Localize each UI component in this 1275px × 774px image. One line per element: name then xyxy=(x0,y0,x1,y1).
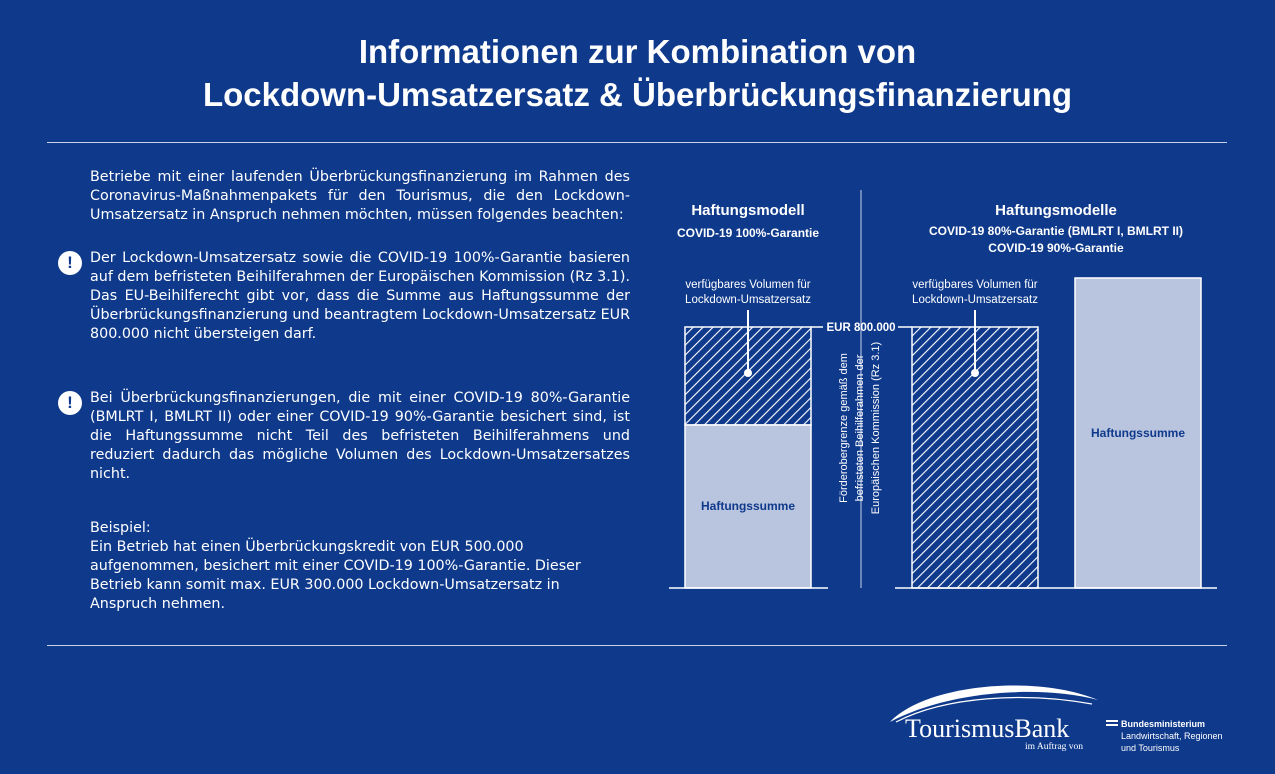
left-volume-label-1: verfügbares Volumen für xyxy=(685,279,811,291)
right-pointer-dot xyxy=(971,369,979,377)
left-subheading: COVID-19 100%-Garantie xyxy=(676,226,820,240)
title-line-1: Informationen zur Kombination von xyxy=(358,33,917,70)
bank-subtext: im Auftrag von xyxy=(1025,742,1084,752)
right-heading: Haftungsmodelle xyxy=(995,202,1117,219)
title-line-2: Lockdown-Umsatzersatz & Überbrückungsfinanzierung xyxy=(202,76,1073,113)
exclamation-icon: ! xyxy=(58,251,82,275)
vertical-label-2: befristeten Beihilferahmen der xyxy=(854,354,866,502)
left-volume-label-2: Lockdown-Umsatzersatz xyxy=(685,294,811,306)
threshold-label: EUR 800.000 xyxy=(826,322,896,334)
ministry-line-2: Landwirtschaft, Regionen xyxy=(1121,731,1223,741)
vertical-label-1: Förderobergrenze gemäß dem xyxy=(838,353,850,503)
ministry-line-3: und Tourismus xyxy=(1121,743,1180,753)
example-label: Beispiel: xyxy=(90,520,151,536)
right-subheading-1: COVID-19 80%-Garantie (BMLRT I, BMLRT II) xyxy=(928,224,1184,238)
ministry-line-1: Bundesministerium xyxy=(1121,719,1206,729)
left-pointer-dot xyxy=(744,369,752,377)
right-subheading-2: COVID-19 90%-Garantie xyxy=(988,241,1124,255)
vertical-label-3: Europäischen Kommission (Rz 3.1) xyxy=(870,341,882,515)
tourismusbank-logo-text: TourismusBank xyxy=(905,714,1070,743)
left-heading: Haftungsmodell xyxy=(691,202,805,219)
right-volume-label-1: verfügbares Volumen für xyxy=(912,279,1038,291)
bottom-divider xyxy=(47,645,1227,646)
footer-logos xyxy=(880,676,1240,766)
intro-text: Betriebe mit einer laufenden Überbrückungsfinanzierung im Rahmen des Coronavirus-Maßnahmenpakets für den Tourismus, die den Lockdown-Umsatzersatz in Anspruch nehmen möchten, müssen folgendes beachten: xyxy=(90,169,630,223)
right-volume-label-2: Lockdown-Umsatzersatz xyxy=(912,294,1038,306)
note-2-text: Bei Überbrückungsfinanzierungen, die mit einer COVID-19 80%-Garantie (BMLRT I, BMLRT II) oder einer COVID-19 90%-Garantie besichert sind, ist die Haftungssumme nicht Teil des befristeten Beihilferahmens und reduziert dadurch das mögliche Volumen des Lockdown-Umsatzersatzes nicht. xyxy=(90,390,630,482)
ministry-flag-icon xyxy=(1106,720,1118,728)
note-1-text: Der Lockdown-Umsatzersatz sowie die COVID-19 100%-Garantie basieren auf dem befristeten Beihilferahmen der Europäischen Kommission (Rz 3.1). Das EU-Beihilferecht gibt vor, dass die Summe aus Haftungssumme der Überbrückungsfinanzierung und beantragtem Lockdown-Umsatzersatz EUR 800.000 nicht übersteigen darf. xyxy=(90,250,631,342)
exclamation-icon: ! xyxy=(58,391,82,415)
example-text: Ein Betrieb hat einen Überbrückungskredit von EUR 500.000 aufgenommen, besichert mit einer COVID-19 100%-Garantie. Dieser Betrieb kann somit max. EUR 300.000 Lockdown-Umsatzersatz in Anspruch nehmen. xyxy=(90,539,581,612)
ministry-logo-text xyxy=(1121,718,1223,754)
left-bar-label: Haftungssumme xyxy=(700,499,796,513)
right-bar-label: Haftungssumme xyxy=(1090,426,1186,440)
